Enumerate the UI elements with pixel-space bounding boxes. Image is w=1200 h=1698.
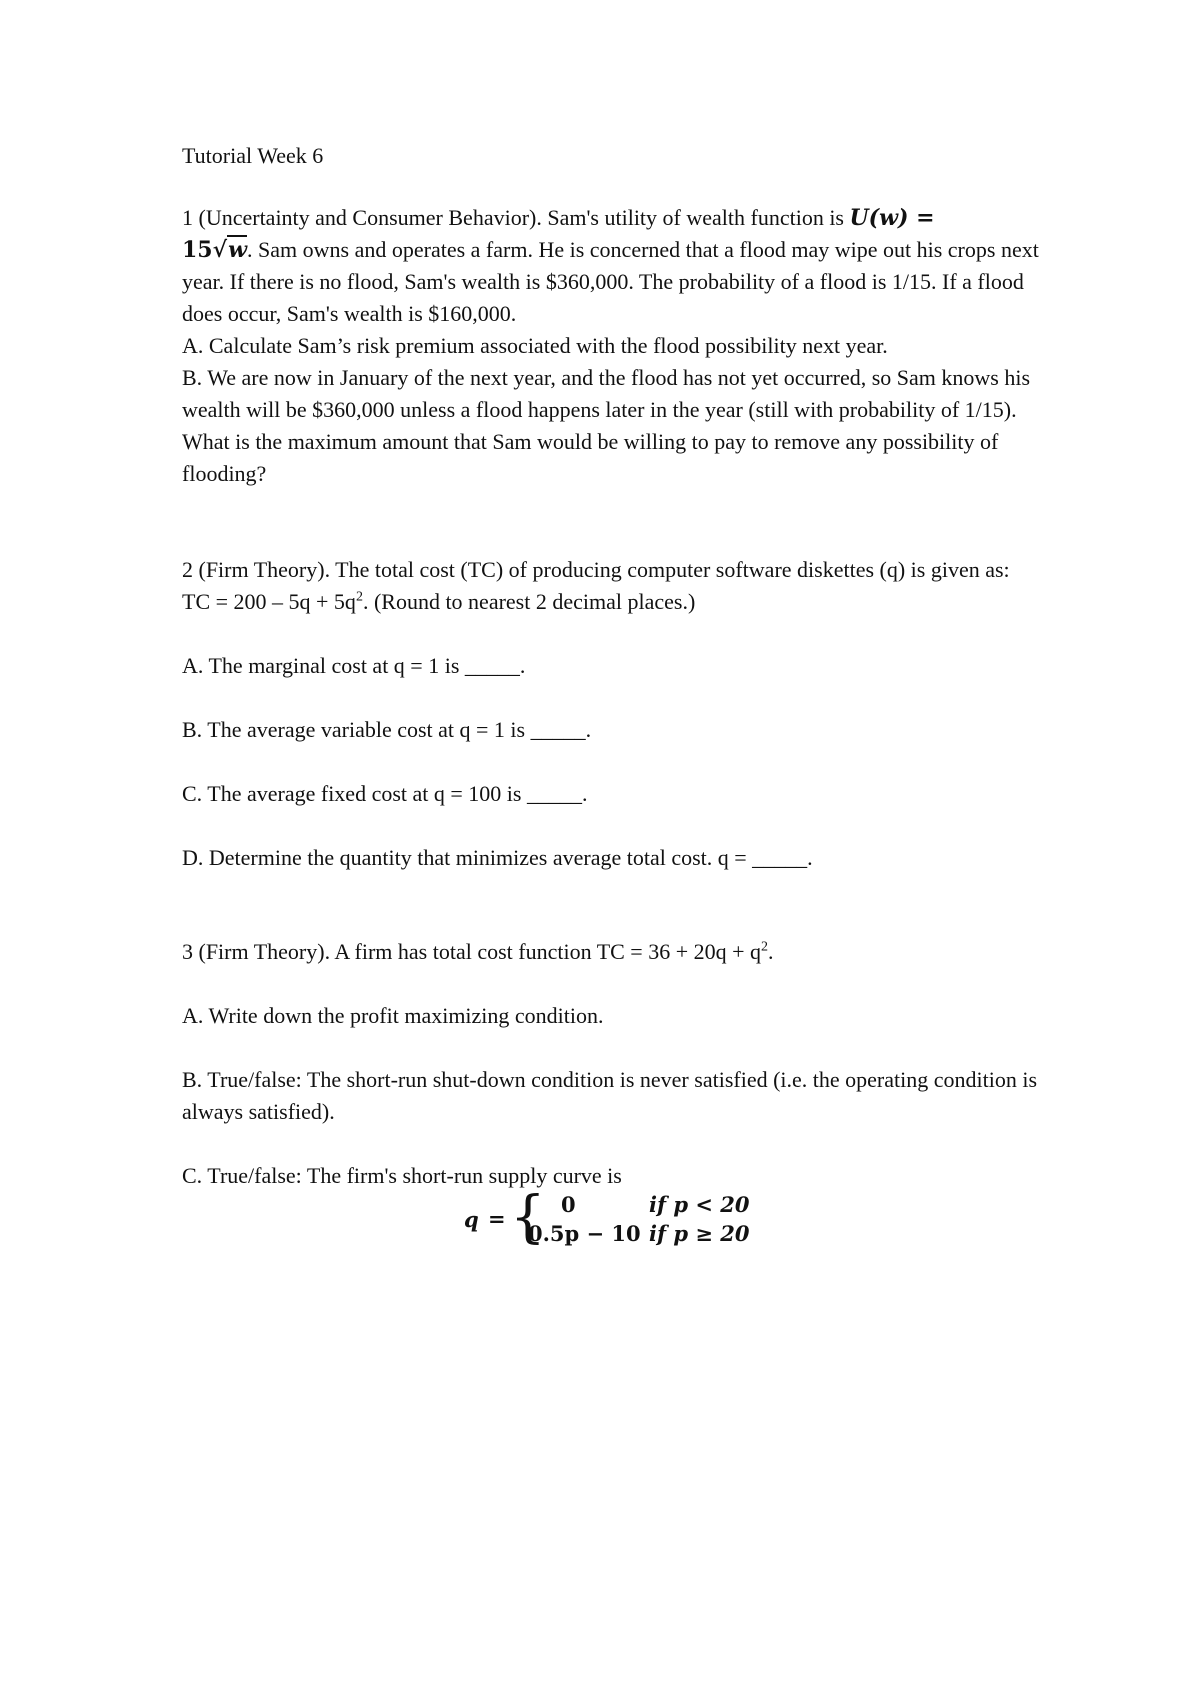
q1-intro	[182, 202, 1042, 330]
q1-intro-text-1: 1 (Uncertainty and Consumer Behavior). Sam's utility of wealth function is	[182, 205, 850, 230]
left-brace-icon: {	[510, 1185, 546, 1250]
q3-part-a: A. Write down the profit maximizing condition.	[182, 1003, 604, 1028]
q2-part-a: A. The marginal cost at q = 1 is _____.	[182, 653, 526, 678]
q2-part-b: B. The average variable cost at q = 1 is _____.	[182, 717, 592, 742]
question-1	[182, 202, 1042, 490]
equation-equals: =	[488, 1206, 506, 1231]
q3-exponent: 2	[761, 939, 769, 955]
q3-intro-text-2: .	[768, 939, 774, 964]
document-title: Tutorial Week 6	[182, 143, 324, 168]
q3-intro	[182, 936, 1042, 968]
case-2-value: 0.5p − 10	[528, 1221, 641, 1246]
q1-part-a: A. Calculate Sam’s risk premium associated with the flood possibility next year.	[182, 333, 888, 358]
q3-part-b: B. True/false: The short-run shut-down condition is never satisfied (i.e. the operating condition is always satisfied).	[182, 1067, 1038, 1124]
q2-part-c: C. The average fixed cost at q = 100 is _____.	[182, 781, 588, 806]
equation-lhs: q	[464, 1207, 479, 1232]
sqrt-symbol-icon: √	[212, 237, 228, 263]
q1-intro-text-2: . Sam owns and operates a farm. He is concerned that a flood may wipe out his crops next year. If there is no flood, Sam's wealth is $360,000. The probability of a flood is 1/15. If a flood does occur, Sam's wealth is $160,000.	[182, 237, 1039, 326]
case-2-condition: if p ≥ 20	[649, 1221, 750, 1246]
q1-utility-formula: U(w) =	[849, 205, 935, 231]
document-body	[182, 140, 1042, 1192]
q1-part-b: B. We are now in January of the next year, and the flood has not yet occurred, so Sam knows his wealth will be $360,000 unless a flood happens later in the year (still with probability of 1/15). What is the maximum amount that Sam would be willing to pay to remove any possibility of flooding?	[182, 365, 1031, 486]
question-3	[182, 936, 1042, 1192]
q1-utility-coefficient: 15	[182, 237, 213, 263]
supply-curve-equation	[458, 1185, 778, 1252]
q2-part-d: D. Determine the quantity that minimizes average total cost. q = _____.	[182, 845, 813, 870]
q2-intro-text-2: . (Round to nearest 2 decimal places.)	[362, 589, 696, 614]
q1-sqrt-variable: w	[228, 237, 248, 263]
case-1-value: 0	[561, 1192, 576, 1217]
q2-intro-text-1: 2 (Firm Theory). The total cost (TC) of producing computer software diskettes (q) is given as: TC = 200 – 5q + 5q	[182, 557, 1010, 614]
q3-part-c: C. True/false: The firm's short-run supply curve is	[182, 1163, 622, 1188]
q3-intro-text-1: 3 (Firm Theory). A firm has total cost function TC = 36 + 20q + q	[182, 939, 762, 964]
question-2	[182, 554, 1042, 874]
q2-intro	[182, 554, 1042, 618]
q2-exponent: 2	[355, 589, 363, 605]
case-1-condition: if p < 20	[649, 1192, 750, 1217]
